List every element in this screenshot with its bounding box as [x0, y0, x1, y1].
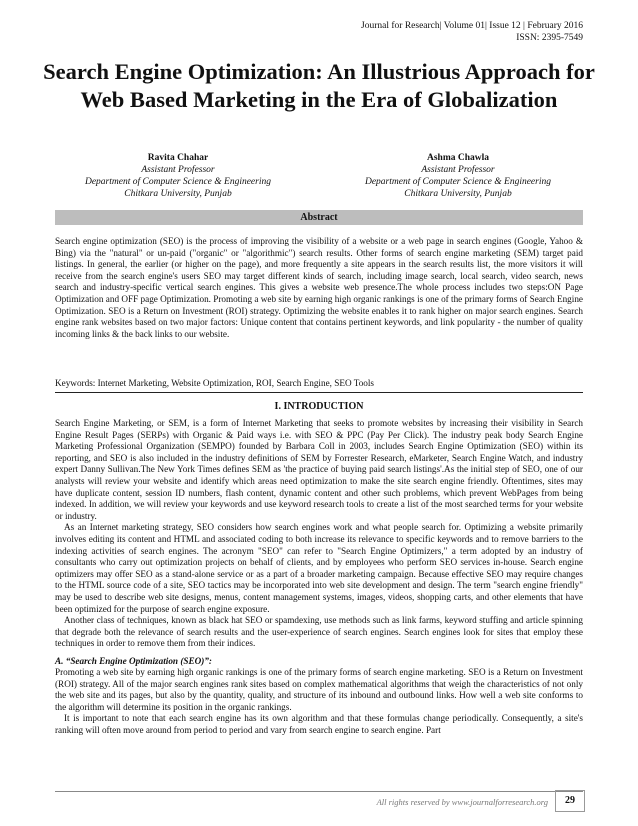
paragraph: Search Engine Marketing, or SEM, is a form of Internet Marketing that seeks to promote websites by increasing their visibility in Search Engine Result Pages (SERPs) with Organic & Paid ways i.e. with SEO & PPC (Pay Per Click). The industry peak body Search Engine Marketing Professional Organization (SEMPO) founded by Barbara Coll in 2003, includes Search Engine Optimization (SEO) within its reporting, and SEO is also included in the industry definitions of SEM by Forrester Research, eMarketer, Search Engine Watch, and industry expert Danny Sullivan.The New York Times defines SEM as 'the practice of buying paid search listings'.As the initial step of SEO, one of our analysts will review your website and identify which areas need optimization to make the site search engine friendly. Oftentimes, sites may have duplicate content, session ID numbers, flash content, dynamic content and other such problems, which prevent WebPages from being indexed. In addition, we will review your keywords and use keyword research tools to create a list of the most searched terms for your website or industry.: [55, 418, 583, 521]
abstract-text: Search engine optimization (SEO) is the process of improving the visibility of a website or a web page in search engines (Google, Yahoo & Bing) via the "natural" or un-paid ("organic" or "algorithmic") search results. Other forms of search engine marketing (SEM) target paid listings. In general, the earlier (or higher on the page), and more frequently a site appears in the search results list, the more visitors it will receive from the search engine's users SEO may target different kinds of search, including image search, local search, video search, news search and industry-specific vertical search engines. This gives a website web presence.The whole process includes two steps:ON Page Optimization and OFF page Optimization. Promoting a web site by earning high organic rankings is one of the primary forms of Search Engine Optimization. SEO is a Return on Investment (ROI) strategy. Optimizing the website enables it to rank higher on major search engines. Search engine rank websites based on two major factors: Unique content that contains pertinent keywords, and link popularity - the number of quality incoming links & the back links to our website.: [55, 236, 583, 339]
paper-title: Search Engine Optimization: An Illustrious Approach for Web Based Marketing in the Era of Globalization: [43, 59, 595, 112]
author-role: Assistant Professor: [141, 165, 215, 175]
paragraph: As an Internet marketing strategy, SEO considers how search engines work and what people search for. Optimizing a website primarily involves editing its content and HTML and associated coding to both increase its relevance to specific keywords and to remove barriers to the indexing activities of search engines. The acronym "SEO" can refer to "Search Engine Optimizers," a term adopted by an industry of consultants who carry out optimization projects on behalf of clients, and by employees who perform SEO services in-house. Search engine optimizers may offer SEO as a stand-alone service or as a part of a broader marketing campaign. Because effective SEO may require changes to the HTML source code of a site, SEO tactics may be incorporated into web site development and design. The term "search engine friendly" may be used to describe web site designs, menus, content management systems, images, videos, shopping carts, and other elements that have been optimized for the purpose of search engine exposure.: [55, 522, 583, 614]
author-dept: Department of Computer Science & Engineering: [84, 177, 271, 187]
keywords: Keywords: Internet Marketing, Website Optimization, ROI, Search Engine, SEO Tools: [55, 378, 375, 388]
author-name: Ravita Chahar: [147, 153, 209, 163]
paragraph: Promoting a web site by earning high organic rankings is one of the primary forms of search engine marketing. SEO is a Return on Investment (ROI) strategy. All of the major search engines rank sites based on complex mathematical algorithms that weigh the characteristics of not only the web site and its pages, but also by the quantity, quality, and structure of its inbound and outbound links. How well a web site conforms to the algorithm will determine its position in the organic rankings.: [55, 667, 583, 712]
author-dept: Department of Computer Science & Engineering: [364, 177, 551, 187]
footer-divider: [55, 791, 583, 792]
issn: ISSN: 2395-7549: [516, 33, 583, 43]
abstract-heading: Abstract: [55, 210, 583, 225]
author-2: [338, 152, 578, 200]
paragraph: It is important to note that each search engine has its own algorithm and that these formulas change periodically. Consequently, a site's ranking will often move around from period to period and vary from search engine to search engine. Part: [55, 713, 583, 735]
paragraph: Another class of techniques, known as black hat SEO or spamdexing, use methods such as link farms, keyword stuffing and article spinning that degrade both the relevance of search results and the user-experience of search engines. Search engines look for sites that employ these techniques in order to remove them from their indices.: [55, 615, 583, 649]
section-heading: I. INTRODUCTION: [274, 401, 364, 412]
journal-line: Journal for Research| Volume 01| Issue 12 | February 2016: [361, 21, 583, 31]
author-univ: Chitkara University, Punjab: [404, 189, 512, 199]
introduction: [55, 418, 583, 650]
author-name: Ashma Chawla: [426, 153, 490, 163]
page-number: 29: [555, 790, 585, 812]
author-role: Assistant Professor: [421, 165, 495, 175]
subsection-heading: A. “Search Engine Optimization (SEO)”:: [55, 656, 212, 666]
author-univ: Chitkara University, Punjab: [124, 189, 232, 199]
author-1: [58, 152, 298, 200]
journal-header: [361, 20, 583, 44]
footer-text: All rights reserved by www.journalforresearch.org: [376, 797, 548, 807]
divider: [55, 392, 583, 393]
subsection-body: [55, 667, 583, 737]
